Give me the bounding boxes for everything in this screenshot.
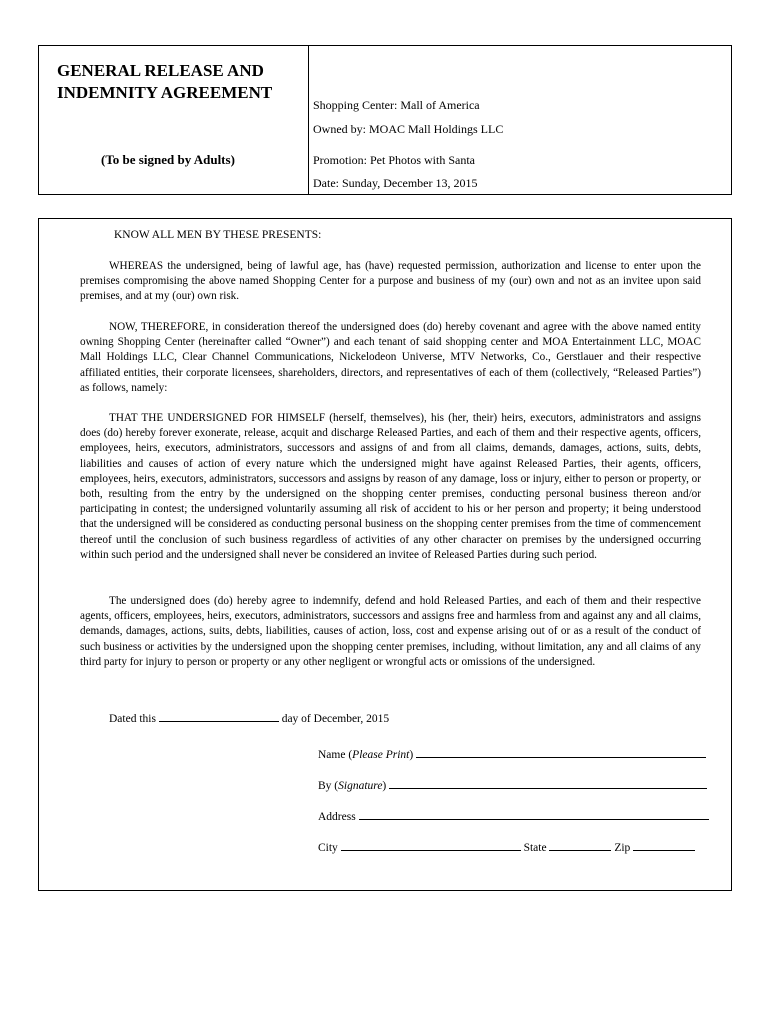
- zip-field[interactable]: [633, 840, 695, 851]
- city-field[interactable]: [341, 840, 521, 851]
- city-label: City: [318, 842, 338, 854]
- title-line-2: INDEMNITY AGREEMENT: [57, 83, 273, 102]
- paragraph-text: The undersigned does (do) hereby agree to indemnify, defend and hold Released Parties, and each of them and their respective agents, officers, employees, heirs, executors, administrators, successors and assigns free and harmless from and against any and all claims, demands, damages, actions, suits, debts, liabilities, causes of action, loss, cost and expense arising out of or as a result of the conduct of such business or activities by the undersigned upon the shopping center premises, including, without limitation, any and all claims of any third party for injury to person or property or any other negligent or wrongful acts or omissions of the undersigned.: [80, 595, 701, 668]
- city-state-zip-row: [318, 840, 695, 854]
- paragraph-release: [80, 411, 701, 563]
- state-label: State: [523, 842, 547, 854]
- by-label: By (: [318, 780, 339, 792]
- state-field[interactable]: [549, 840, 611, 851]
- signature-row: [318, 778, 707, 792]
- by-label-italic: Signature: [338, 780, 383, 792]
- subtitle: (To be signed by Adults): [101, 152, 235, 167]
- day-field[interactable]: [159, 711, 279, 722]
- agreement-body: [38, 218, 732, 891]
- paragraph-indemnify: [80, 594, 701, 670]
- paragraph-text: NOW, THEREFORE, in consideration thereof the undersigned does (do) hereby covenant and agree with the above named entity owning Shopping Center (hereinafter called “Owner”) and each tenant of said shopping center and MOA Entertainment LLC, MOAC Mall Holdings LLC, Clear Channel Communications, Nickelodeon Universe, MTV Networks, Co., Gerstlauer and their respective affiliated entities, their corporate licensees, shareholders, directors, and representatives of each of them (collectively, “Released Parties”) as follows, namely:: [80, 321, 701, 394]
- by-label-close: ): [382, 780, 387, 792]
- owned-by: Owned by: MOAC Mall Holdings LLC: [313, 122, 504, 136]
- name-label-italic: Please Print: [352, 749, 410, 761]
- header-divider: [308, 46, 309, 194]
- promotion: Promotion: Pet Photos with Santa: [313, 153, 476, 167]
- title-line-1: GENERAL RELEASE AND: [57, 61, 264, 80]
- zip-label: Zip: [614, 842, 631, 854]
- shopping-center: Shopping Center: Mall of America: [313, 98, 480, 112]
- address-label: Address: [318, 811, 356, 823]
- address-field[interactable]: [359, 809, 709, 820]
- paragraph-now-therefore: [80, 320, 701, 396]
- event-date: Date: Sunday, December 13, 2015: [313, 176, 478, 190]
- paragraph-text: THAT THE UNDERSIGNED FOR HIMSELF (herself, themselves), his (her, their) heirs, executors, administrators and assigns does (do) hereby forever exonerate, release, acquit and discharge Released Parties, and each of them and their respective agents, officers, employees, heirs, executors, administrators, successors and assigns of and from all claims, demands, damages, actions, suits, debts, liabilities and causes of action of every nature which the undersigned might have against Released Parties, their agents, officers, employees, heirs, executors, administrators, successors and assigns by reason of any damage, loss or injury, either to person or property, or both, resulting from the entry by the undersigned on the shopping center premises, conducting personal business thereon and/or participating in contest; the undersigned voluntarily assuming all risk of accident to his or her person and property; it being understood that the undersigned will be considered as conducting personal business on the shopping center premises from the time of commencement thereof until the conclusion of such business regardless of activities of any other character on premises by the undersigned occurring within such period and the undersigned shall never be considered an invitee of Released Parties during such period.: [80, 412, 701, 561]
- name-label: Name (: [318, 749, 353, 761]
- address-row: [318, 809, 709, 823]
- document-title: [57, 60, 272, 104]
- know-all-heading: KNOW ALL MEN BY THESE PRESENTS:: [114, 229, 322, 241]
- paragraph-text: WHEREAS the undersigned, being of lawful age, has (have) requested permission, authorization and license to enter upon the premises compromising the above named Shopping Center for a purpose and business of my (our) own and not as an invitee upon said premises, and at my (our) own risk.: [80, 260, 701, 303]
- dated-prefix: Dated this: [109, 713, 156, 725]
- signature-field[interactable]: [389, 778, 707, 789]
- name-label-close: ): [409, 749, 414, 761]
- dated-suffix: day of December, 2015: [281, 713, 390, 725]
- header-box: [38, 45, 732, 195]
- dated-line: [109, 711, 389, 725]
- name-row: [318, 747, 706, 761]
- paragraph-whereas: [80, 259, 701, 305]
- name-field[interactable]: [416, 747, 706, 758]
